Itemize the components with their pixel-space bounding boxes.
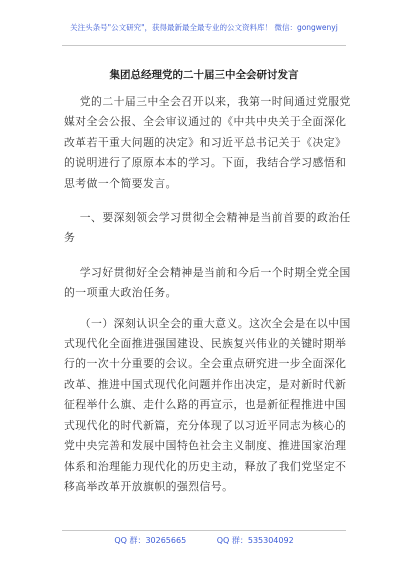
text-line: 一、要深刻领会学习贯彻全会精神是当前首要的政治任 bbox=[64, 211, 351, 225]
text-line: 党中央完善和发展中国特色社会主义制度、推进国家治理 bbox=[64, 439, 347, 453]
text-line: 改革若干重大问题的决定》和习近平总书记关于《决定》 bbox=[64, 135, 347, 149]
document-body bbox=[64, 92, 351, 497]
document-title: 集团总经理党的二十届三中全会研讨发言 bbox=[109, 69, 299, 81]
text-line: 的说明进行了原原本本的学习。下面，我结合学习感悟和 bbox=[64, 156, 347, 170]
paragraph bbox=[64, 92, 351, 194]
qq-group-2: QQ 群：535304092 bbox=[216, 536, 294, 545]
footer-contacts bbox=[0, 535, 408, 546]
footer-divider bbox=[62, 530, 346, 531]
paragraph-spacer bbox=[64, 304, 346, 314]
section-heading bbox=[64, 208, 351, 249]
qq-group-1: QQ 群：30265665 bbox=[114, 536, 187, 545]
text-line: 媒对全会公报、全会审议通过的《中共中央关于全面深化 bbox=[64, 115, 347, 129]
text-line: （一）深刻认识全会的重大意义。这次全会是在以中国 bbox=[64, 316, 351, 330]
text-line: 移高举改革开放旗帜的强烈信号。 bbox=[64, 479, 234, 493]
paragraph-spacer bbox=[64, 194, 346, 208]
text-line: 思考做一个简要发言。 bbox=[64, 176, 177, 190]
text-line: 改革、推进中国式现代化问题并作出决定，是对新时代新 bbox=[64, 377, 347, 391]
text-line: 学习好贯彻好全会精神是当前和今后一个时期全党全国 bbox=[64, 265, 351, 279]
header-divider bbox=[62, 45, 346, 46]
text-line: 征程举什么旗、走什么路的再宣示，也是新征程推进中国 bbox=[64, 398, 347, 412]
header-notice: 关注头条号"公文研究"，获得最新最全最专业的公文资料库！ 微信：gongwenyj bbox=[70, 23, 338, 32]
paragraph-spacer bbox=[64, 249, 346, 263]
paragraph bbox=[64, 314, 351, 498]
text-line: 行的一次十分重要的会议。全会重点研究进一步全面深化 bbox=[64, 357, 347, 371]
text-line: 式现代化的时代新篇，充分体现了以习近平同志为核心的 bbox=[64, 418, 347, 432]
text-line: 体系和治理能力现代化的历史主动，释放了我们党坚定不 bbox=[64, 459, 347, 473]
text-line: 务 bbox=[64, 231, 76, 245]
paragraph bbox=[64, 263, 351, 304]
text-line: 式现代化全面推进强国建设、民族复兴伟业的关键时期举 bbox=[64, 337, 347, 351]
text-line: 党的二十届三中全会召开以来，我第一时间通过党服党 bbox=[64, 95, 351, 108]
text-line: 的一项重大政治任务。 bbox=[64, 286, 177, 300]
